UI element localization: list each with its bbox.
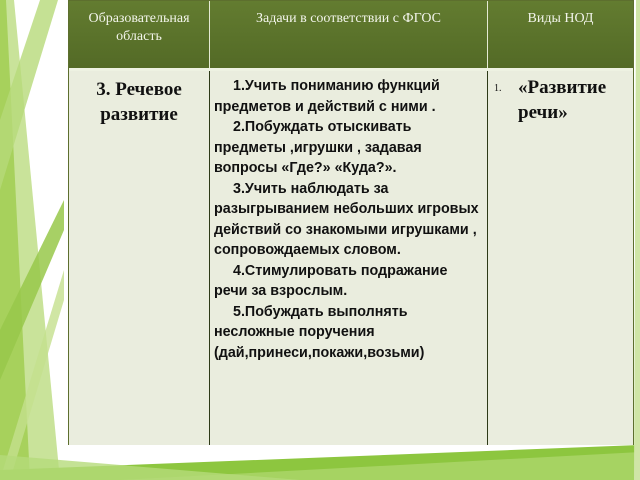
header-area-label: Образовательная область [88,11,190,44]
header-nod-label: Виды НОД [527,11,594,26]
header-cell-area [69,1,209,68]
task-item [214,117,483,179]
nod-number: 1. [494,83,502,94]
nod-cell [487,71,633,445]
header-tasks-label: Задачи в соответствии с ФГОС [256,11,441,26]
task-item [214,179,483,261]
task-item [214,302,483,364]
task-text: 2.Побуждать отыскивать предметы ,игрушки , задавая вопросы «Где?» «Куда?». [214,119,422,176]
task-item [214,76,483,117]
header-cell-nod [487,1,633,68]
tasks-list [210,71,487,363]
nod-list [488,71,633,125]
tasks-table [68,0,634,445]
table-row [69,71,633,445]
area-cell [69,71,209,445]
tasks-cell [209,71,487,445]
table-header-row [69,1,633,71]
area-title: 3. Речевое развитие [96,79,182,125]
nod-text: «Развитие речи» [518,77,607,123]
task-text: 5.Побуждать выполнять несложные поручения (дай,принеси,покажи,возьми) [214,303,425,361]
task-text: 1.Учить пониманию функций предметов и действий с ними . [214,78,440,115]
task-text: 3.Учить наблюдать за разыгрыванием небольших игровых действий со знакомыми игрушками , сопровождаемых словом. [214,180,479,258]
list-item [494,75,629,125]
task-item [214,261,483,302]
header-cell-tasks [209,1,487,68]
task-text: 4.Стимулировать подражание речи за взрослым. [214,262,448,299]
